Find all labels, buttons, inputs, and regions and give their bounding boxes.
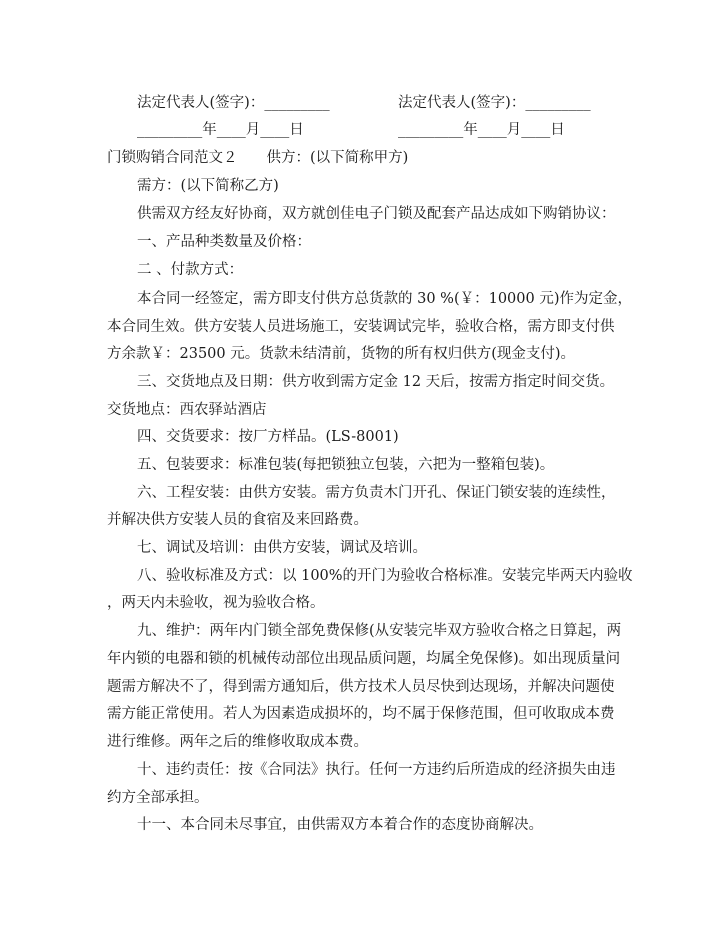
date-row (137, 119, 607, 141)
clause-7: 七、调试及培训：由供方安装，调试及培训。 (137, 540, 427, 556)
clause-6-line-2: 并解决供方安装人员的食宿及来回路费。 (107, 512, 368, 528)
clause-10-line-1: 十、违约责任：按《合同法》执行。任何一方违约后所造成的经济损失由违 (137, 762, 616, 778)
signature-date-left: _________年____月____日 (137, 122, 304, 138)
legal-rep-signature-right: 法定代表人(签字)：_________ (398, 95, 591, 111)
clause-3-line-2: 交货地点：西农驿站酒店 (107, 402, 267, 418)
clause-9-line-4: 需方能正常使用。若人为因素造成损坏的，均不属于保修范围，但可收取成本费 (107, 706, 615, 722)
clause-8-line-2: ，两天内未验收，视为验收合格。 (107, 595, 325, 611)
clause-9-line-1: 九、维护：两年内门锁全部免费保修(从安装完毕双方验收合格之日算起，两 (137, 623, 622, 639)
clause-9-line-2: 年内锁的电器和锁的机械传动部位出现品质问题，均属全免保修)。如出现质量问 (107, 651, 621, 667)
intro-paragraph: 供需双方经友好协商，双方就创佳电子门锁及配套产品达成如下购销协议： (137, 206, 616, 222)
buyer-line: 需方：(以下简称乙方) (137, 178, 279, 194)
clause-2-line-1: 本合同一经签定，需方即支付供方总货款的 30 %(￥：10000 元)作为定金， (137, 291, 632, 307)
clause-2-heading: 二 、付款方式： (137, 262, 244, 278)
clause-8-line-1: 八、验收标准及方式：以 100%的开门为验收合格标准。安装完毕两天内验收 (137, 568, 633, 584)
clause-4: 四、交货要求：按厂方样品。(LS-8001) (137, 429, 399, 445)
signature-row (137, 92, 607, 114)
clause-5: 五、包装要求：标准包装(每把锁独立包装，六把为一整箱包装)。 (137, 457, 555, 473)
clause-9-line-3: 题需方解决不了，得到需方通知后，供方技术人员尽快到达现场，并解决问题使 (107, 679, 615, 695)
signature-date-right: _________年____月____日 (398, 122, 565, 138)
clause-9-line-5: 进行维修。两年之后的维修收取成本费。 (107, 734, 368, 750)
clause-1-heading: 一、产品种类数量及价格： (137, 234, 311, 250)
clause-2-line-3: 方余款￥：23500 元。货款未结清前，货物的所有权归供方(现金支付)。 (107, 346, 576, 362)
clause-2-line-2: 本合同生效。供方安装人员进场施工，安装调试完毕，验收合格，需方即支付供 (107, 319, 615, 335)
clause-10-line-2: 约方全部承担。 (107, 790, 209, 806)
clause-11: 十一、本合同未尽事宜，由供需双方本着合作的态度协商解决。 (137, 817, 543, 833)
legal-rep-signature-left: 法定代表人(签字)：_________ (137, 95, 330, 111)
clause-6-line-1: 六、工程安装：由供方安装。需方负责木门开孔、保证门锁安装的连续性， (137, 485, 616, 501)
contract-title-line: 门锁购销合同范文２ 供方：(以下简称甲方) (107, 150, 409, 166)
clause-3-line-1: 三、交货地点及日期：供方收到需方定金 12 天后，按需方指定时间交货。 (137, 374, 615, 390)
